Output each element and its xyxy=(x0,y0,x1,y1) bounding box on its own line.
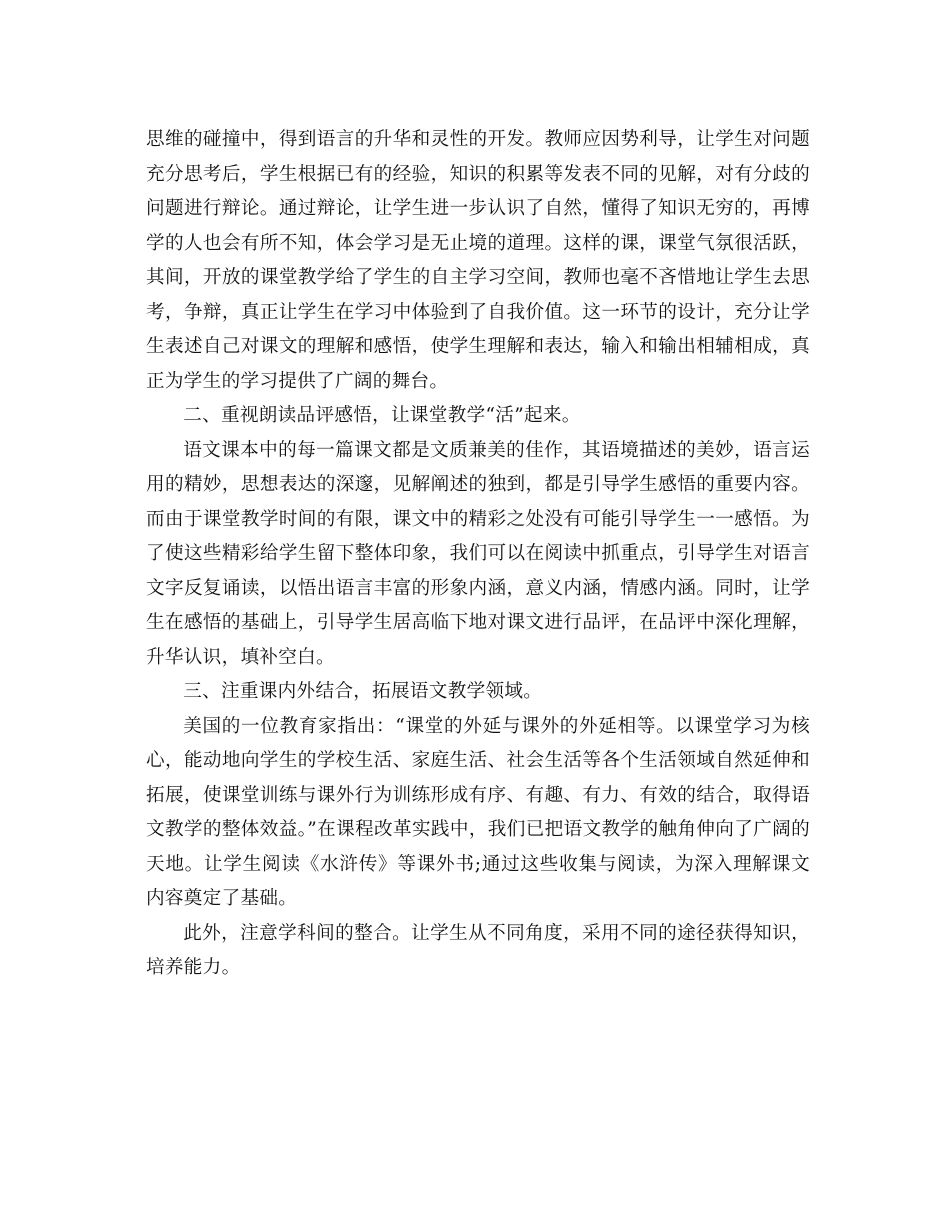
document-body xyxy=(146,123,810,986)
paragraph: 美国的一位教育家指出：“课堂的外延与课外的外延相等。以课堂学习为核心，能动地向学生的学校生活、家庭生活、社会生活等各个生活领域自然延伸和拓展，使课堂训练与课外行为训练形成有序、有趣、有力、有效的结合，取得语文教学的整体效益。”在课程改革实践中，我们已把语文教学的触角伸向了广阔的天地。让学生阅读《水浒传》等课外书;通过这些收集与阅读，为深入理解课文内容奠定了基础。 xyxy=(146,715,810,909)
paragraph: 语文课本中的每一篇课文都是文质兼美的佳作，其语境描述的美妙，语言运用的精妙，思想表达的深邃，见解阐述的独到，都是引导学生感悟的重要内容。而由于课堂教学时间的有限，课文中的精彩之处没有可能引导学生一一感悟。为了使这些精彩给学生留下整体印象，我们可以在阅读中抓重点，引导学生对语言文字反复诵读，以悟出语言丰富的形象内涵，意义内涵，情感内涵。同时，让学生在感悟的基础上，引导学生居高临下地对课文进行品评，在品评中深化理解，升华认识，填补空白。 xyxy=(146,439,810,668)
paragraph: 此外，注意学科间的整合。让学生从不同角度，采用不同的途径获得知识，培养能力。 xyxy=(146,922,810,978)
section-heading-2: 二、重视朗读品评感悟，让课堂教学“活”起来。 xyxy=(183,405,581,426)
section-heading-3: 三、注重课内外结合，拓展语文教学领域。 xyxy=(183,681,543,702)
paragraph-continuation: 思维的碰撞中，得到语言的升华和灵性的开发。教师应因势利导，让学生对问题充分思考后，学生根据已有的经验，知识的积累等发表不同的见解，对有分歧的问题进行辩论。通过辩论，让学生进一步认识了自然，懂得了知识无穷的，再博学的人也会有所不知，体会学习是无止境的道理。这样的课，课堂气氛很活跃，其间，开放的课堂教学给了学生的自主学习空间，教师也毫不吝惜地让学生去思考，争辩，真正让学生在学习中体验到了自我价值。这一环节的设计，充分让学生表述自己对课文的理解和感悟，使学生理解和表达，输入和输出相辅相成，真正为学生的学习提供了广阔的舞台。 xyxy=(146,129,810,392)
